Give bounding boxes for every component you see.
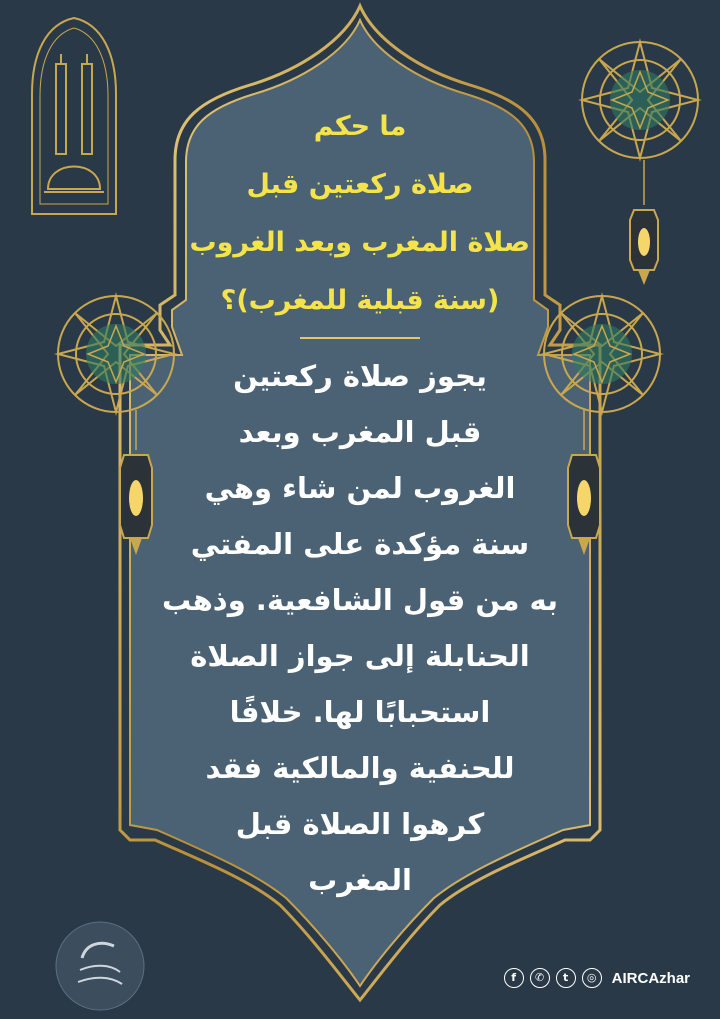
title-line: صلاة ركعتين قبل	[246, 169, 474, 200]
answer-line: الحنابلة إلى جواز الصلاة	[190, 639, 530, 673]
answer-line: الغروب لمن شاء وهي	[204, 471, 516, 505]
social-handle[interactable]: AIRCAzhar	[611, 969, 690, 987]
answer-line: به من قول الشافعية. وذهب	[162, 583, 558, 617]
facebook-icon[interactable]: f	[504, 968, 524, 988]
twitter-icon[interactable]: t	[556, 968, 576, 988]
answer-line: للحنفية والمالكية فقد	[205, 751, 515, 785]
social-bar	[504, 968, 690, 988]
answer-text	[140, 348, 580, 908]
title-line: (سنة قبلية للمغرب)؟	[220, 285, 500, 316]
media-center-logo	[54, 920, 146, 1012]
whatsapp-icon[interactable]: ✆	[530, 968, 550, 988]
answer-line: كرهوا الصلاة قبل	[235, 807, 485, 841]
title-line: صلاة المغرب وبعد الغروب	[189, 227, 530, 258]
ornament-medallion	[578, 38, 702, 162]
answer-line: يجوز صلاة ركعتين	[233, 359, 487, 393]
answer-line: المغرب	[308, 863, 412, 897]
azhar-logo	[26, 14, 122, 222]
answer-line: سنة مؤكدة على المفتي	[190, 527, 530, 561]
lantern-icon	[626, 160, 662, 290]
title-line: ما حكم	[313, 111, 407, 142]
instagram-icon[interactable]: ◎	[582, 968, 602, 988]
answer-line: استحبابًا لها. خلافًا	[229, 695, 491, 729]
question-title	[190, 98, 530, 330]
answer-line: قبل المغرب وبعد	[238, 415, 482, 449]
